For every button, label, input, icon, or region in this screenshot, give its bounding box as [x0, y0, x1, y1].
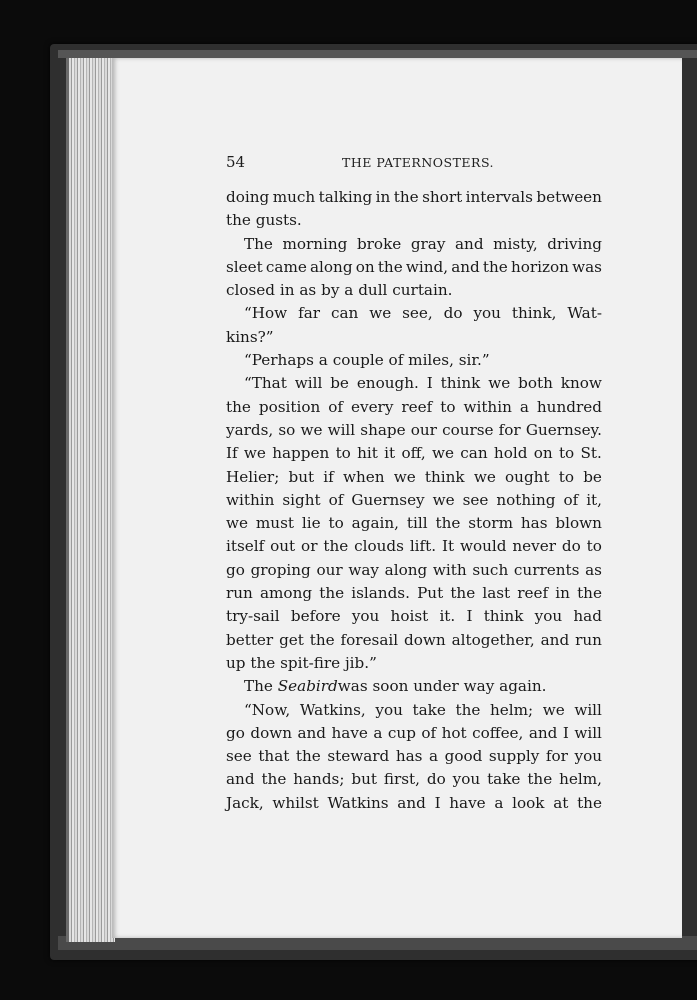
text-line: The Seabird was soon under way again.	[244, 677, 547, 696]
text-line: Jack, whilst Watkins and I have a look at the	[226, 793, 602, 812]
body-text	[226, 186, 602, 815]
text-line: the position of every reef to within a hundred	[226, 397, 602, 416]
text-line: closed in as by a dull curtain.	[226, 281, 453, 300]
text-line: yards, so we will shape our course for Guernsey.	[226, 420, 602, 439]
text-line: “That will be enough. I think we both know	[244, 374, 602, 393]
text-line: see that the steward has a good supply for you	[226, 747, 602, 766]
text-line: doing much talking in the short intervals between	[226, 188, 602, 206]
cover-edge-top	[58, 50, 697, 58]
text-line: up the spit-fire jib.”	[226, 653, 377, 672]
text-line: go groping our way along with such currents as	[226, 560, 602, 579]
page-number: 54	[226, 153, 246, 171]
text-line: try-sail before you hoist it. I think you had	[226, 607, 602, 626]
text-line: Helier; but if when we think we ought to be	[226, 467, 602, 486]
text-line: the gusts.	[226, 211, 302, 230]
text-line: within sight of Guernsey we see nothing of it,	[226, 490, 602, 509]
text-line: kins?”	[226, 327, 274, 346]
text-line: “Now, Watkins, you take the helm; we will	[244, 700, 602, 719]
text-line: go down and have a cup of hot coffee, and I will	[226, 723, 602, 742]
cover-edge-bottom	[58, 936, 697, 950]
text-line: and the hands; but first, do you take the helm,	[226, 770, 602, 789]
text-line: If we happen to hit it off, we can hold on to St.	[226, 444, 602, 463]
text-line: “Perhaps a couple of miles, sir.”	[244, 351, 490, 370]
text-line: The morning broke gray and misty, driving	[244, 234, 602, 253]
text-line: itself out or the clouds lift. It would never do to	[226, 537, 602, 556]
text-line: we must lie to again, till the storm has blown	[226, 514, 602, 533]
text-line: run among the islands. Put the last reef in the	[226, 584, 602, 603]
text-line: “How far can we see, do you think, Wat-	[244, 304, 602, 323]
running-title: THE PATERNOSTERS.	[342, 155, 495, 170]
text-line: better get the foresail down altogether, and run	[226, 630, 602, 649]
page-edges	[66, 58, 115, 942]
text-line: sleet came along on the wind, and the horizon was	[226, 257, 602, 276]
running-head	[226, 153, 602, 177]
